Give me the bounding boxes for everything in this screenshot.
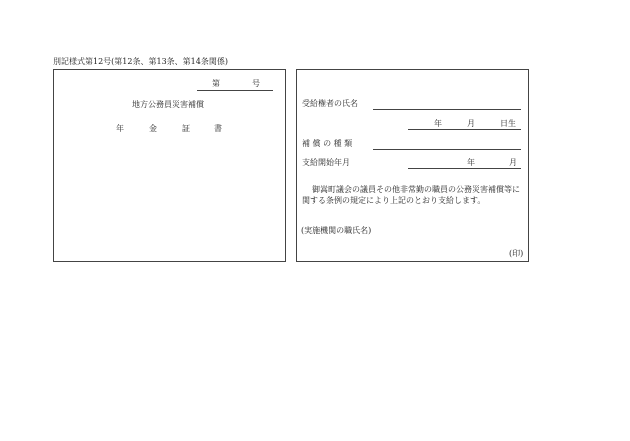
certificate-title: 地方公務員災害補償: [132, 100, 204, 109]
certificate-subtitle-char-2: 金: [149, 124, 157, 133]
statement-line-2: 関する条例の規定により上記のとおり支給します。: [302, 196, 486, 205]
form-caption: 別記様式第12号(第12条、第13条、第14条関係): [53, 57, 228, 66]
right-panel: [296, 69, 529, 262]
number-prefix: 第: [212, 79, 220, 88]
number-underline: [197, 90, 273, 91]
recipient-name-line: [373, 109, 521, 110]
payment-start-line: [408, 168, 521, 169]
birth-year-label: 年: [434, 119, 442, 128]
birth-month-label: 月: [467, 119, 475, 128]
certificate-subtitle-char-3: 証: [182, 124, 190, 133]
birth-day-label: 日生: [500, 119, 516, 128]
start-month-label: 月: [509, 158, 517, 167]
left-panel: [53, 69, 286, 262]
statement-line-1: 御嵩町議会の議員その他非常勤の職員の公務災害補償等に: [312, 185, 520, 194]
certificate-subtitle-char-1: 年: [116, 124, 124, 133]
agency-label: (実施機関の職氏名): [301, 226, 372, 235]
certificate-subtitle-char-4: 書: [214, 124, 222, 133]
seal-label: (印): [509, 249, 524, 258]
start-year-label: 年: [467, 158, 475, 167]
compensation-type-line: [373, 149, 521, 150]
number-suffix: 号: [252, 79, 260, 88]
birth-date-line: [408, 129, 521, 130]
recipient-name-label: 受給権者の氏名: [302, 99, 358, 108]
payment-start-label: 支給開始年月: [302, 158, 350, 167]
compensation-type-label: 補 償 の 種 類: [302, 139, 353, 148]
